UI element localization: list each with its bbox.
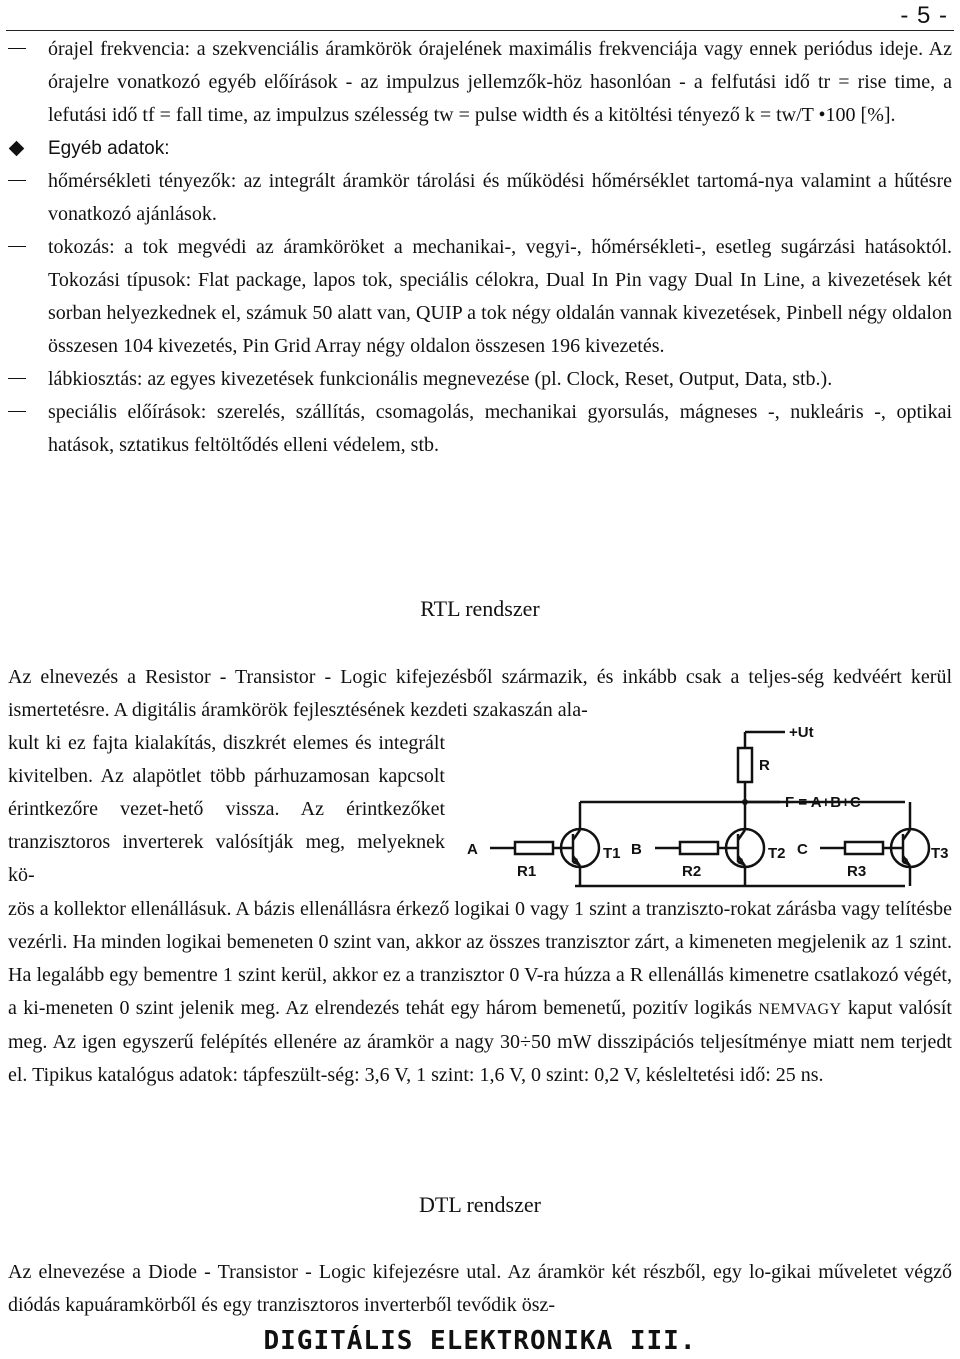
list-item: lábkiosztás: az egyes kivezetések funkcionális megnevezése (pl. Clock, Reset, Output, Data, stb.).	[8, 363, 952, 396]
dtl-section-title: DTL rendszer	[419, 1192, 541, 1217]
list-item: Egyéb adatok:	[8, 132, 952, 165]
input-c-label: C	[797, 841, 808, 858]
list-item: tokozás: a tok megvédi az áramköröket a mechanikai-, vegyi-, hőmérsékleti-, esetleg sugárzási hatásoktól. Tokozási típusok: Flat package, lapos tok, speciális célokra, Dual In Pin vagy Dual In Line, a kivezetések két sorban helyezkednek el, számuk 50 alatt van, QUIP a tok négy oldalán vannak kivezetések, Pinbell négy oldalon összesen 104 kivezetés, Pin Grid Array négy oldalon összesen 196 kivezetés.	[8, 231, 952, 363]
dash-bullet	[8, 231, 38, 264]
rtl-nor-gate-circuit	[455, 718, 955, 898]
dash-bullet	[8, 165, 38, 198]
list-item: speciális előírások: szerelés, szállítás, csomagolás, mechanikai gyorsulás, mágneses -, nukleáris -, optikai hatások, sztatikus feltöltődés elleni védelem, stb.	[8, 396, 952, 462]
rtl-body-paragraph: zös a kollektor ellenállásuk. A bázis ellenállásra érkező logikai 0 vagy 1 szint a tranziszto-rokat zárásba vagy telítésbe vezérli. Ha minden logikai bemeneten 0 szint van, akkor az összes tranzisztor zárt, a kimeneten megjelenik az 1 szint. Ha legalább egy bementre 1 szint kerül, akkor ez a tranzisztor 0 V-ra húzza a R ellenállás kimenetre csatlakozó végét, a ki-meneten 0 szint jelenik meg. Az elrendezés tehát egy három bemenetű, pozitív logikás NEMVAGY kaput valósít meg. Az igen egyszerű felépítés ellenére az áramkör a nagy 30÷50 mW disszipációs teljesítménye miatt nem terjedt el. Tipikus katalógus adatok: tápfeszült-ség: 3,6 V, 1 szint: 1,6 V, 0 szint: 0,2 V, késleltetési idő: 25 ns.	[8, 898, 952, 1086]
input-a-label: A	[467, 841, 478, 858]
transistor-t2-label: T2	[768, 845, 786, 862]
page-number: - 5 -	[900, 2, 948, 29]
rtl-intro-paragraph: Az elnevezés a Resistor - Transistor - Logic kifejezésből származik, és inkább csak a teljes-ség kedvéért kerül ismertetésre. A digitális áramkörök fejlesztésének kezdeti szakaszán ala-	[8, 666, 952, 721]
output-label: F = A+B+C	[785, 794, 861, 811]
header-rule	[6, 30, 954, 31]
dash-bullet	[8, 363, 38, 396]
smallcaps-term: NEMVAGY	[758, 1001, 842, 1018]
dtl-intro-paragraph: Az elnevezése a Diode - Transistor - Logic kifejezésre utal. Az áramkör két részből, egy lo-gikai műveletet végző diódás kapuáramkörből és egy tranzisztoros inverterből tevődik ösz-	[8, 1261, 952, 1316]
rtl-wrapped-text: kult ki ez fajta kialakítás, diszkrét elemes és integrált kivitelben. Az alapötlet több párhuzamosan kapcsolt érintkezőre vezet-hető vissza. Az érintkezőket tranzisztoros inverterek valósítják meg, melyeknek kö-	[8, 732, 445, 886]
resistor-r1-label: R1	[517, 863, 537, 880]
transistor-t3-label: T3	[931, 845, 949, 862]
dash-bullet	[8, 396, 38, 429]
list-item: órajel frekvencia: a szekvenciális áramkörök órajelének maximális frekvenciája vagy ennek periódus ideje. Az órajelre vonatkozó egyéb előírások - az impulzus jellemzők-höz hasonlóan - a felfutási idő tr = rise time, a lefutási idő tf = fall time, az impulzus szélesség tw = pulse width és a kitöltési tényező k = tw/T •100 [%].	[8, 33, 952, 132]
page-footer: DIGITÁLIS ELEKTRONIKA III.	[263, 1326, 697, 1356]
dash-bullet	[8, 33, 38, 66]
resistor-r3-label: R3	[847, 863, 867, 880]
input-b-label: B	[631, 841, 642, 858]
list-item: hőmérsékleti tényezők: az integrált áramkör tárolási és működési hőmérséklet tartomá-nya valamint a hűtésre vonatkozó ajánlások.	[8, 165, 952, 231]
transistor-t1-label: T1	[603, 845, 621, 862]
supply-label: +Ut	[789, 724, 814, 741]
diamond-bullet-icon	[8, 132, 38, 165]
resistor-r2-label: R2	[682, 863, 702, 880]
resistor-r-label: R	[759, 757, 770, 774]
rtl-section-title: RTL rendszer	[420, 596, 540, 621]
spec-list	[8, 33, 952, 462]
